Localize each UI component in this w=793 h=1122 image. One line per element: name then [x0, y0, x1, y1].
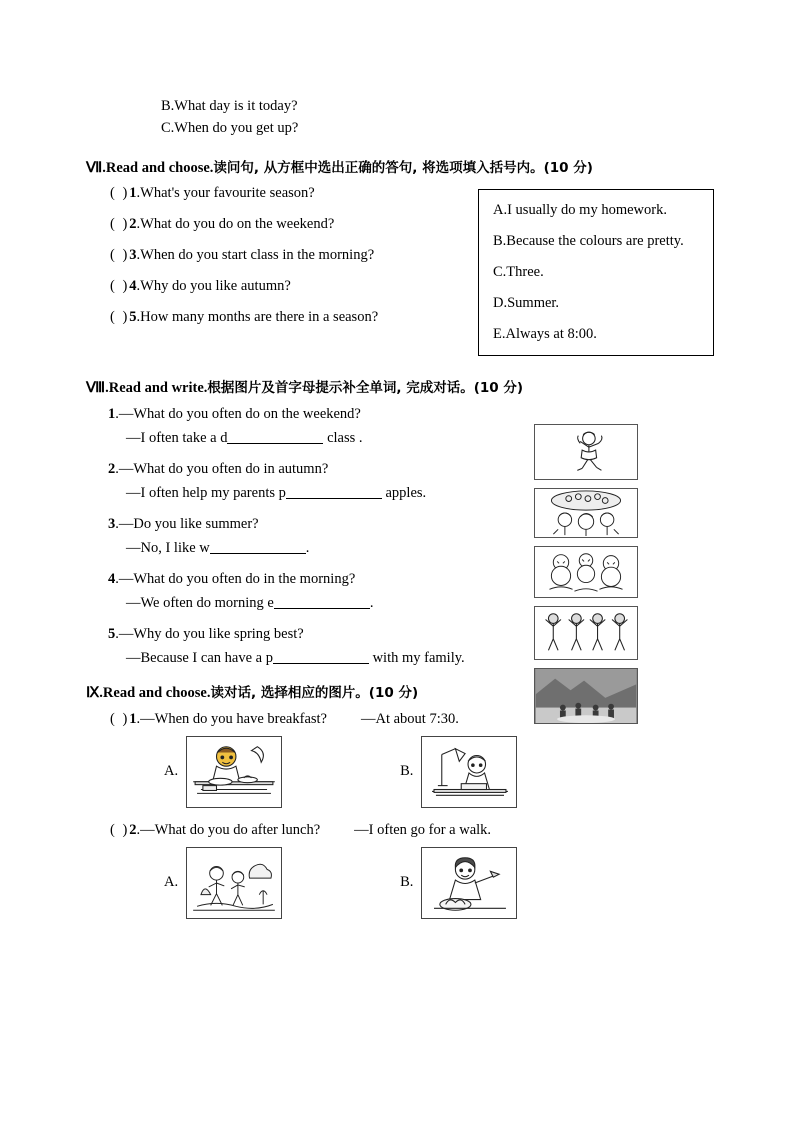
section-9-body	[86, 711, 716, 919]
page-content	[86, 96, 716, 933]
question-text: .—Do you like summer?	[115, 516, 259, 532]
answer-choice-box	[478, 189, 714, 356]
answer-blank-paren[interactable]: ( )	[110, 216, 130, 233]
list-item[interactable]	[86, 278, 456, 295]
option-label: A.	[164, 763, 179, 780]
answer-blank-paren[interactable]: ( )	[110, 185, 130, 202]
list-item[interactable]	[86, 309, 456, 326]
question-text: .—Why do you like spring best?	[115, 626, 304, 642]
fill-blank[interactable]	[286, 484, 382, 499]
item-number: 1	[108, 406, 116, 422]
fill-blank[interactable]	[273, 649, 369, 664]
picture-boy-at-desk-lamp	[421, 736, 517, 808]
children-walking-outside-icon	[187, 848, 281, 918]
option-label: A.	[164, 874, 179, 891]
picture-morning-exercises	[534, 606, 638, 660]
section-8-body	[86, 406, 716, 667]
section-9-instruction: 读对话, 选择相应的图片。(10 分)	[210, 685, 419, 701]
answer-blank-paren[interactable]: ( )	[110, 278, 130, 295]
question-text: .When do you start class in the morning?	[136, 247, 375, 264]
dancing-girl-icon	[535, 425, 637, 479]
option-a[interactable]	[164, 736, 282, 808]
answer-text: —I often go for a walk.	[354, 821, 492, 838]
picture-picking-apples	[534, 488, 638, 538]
picture-dancing-girl	[534, 424, 638, 480]
answer-suffix: .	[305, 540, 310, 556]
morning-exercises-icon	[535, 607, 637, 659]
answer-text: —At about 7:30.	[361, 710, 459, 727]
answer-prefix: —We often do morning e	[126, 595, 274, 611]
list-item[interactable]	[86, 247, 456, 264]
item-number: 5	[108, 626, 116, 642]
answer-prefix: —I often help my parents p	[126, 485, 286, 501]
fill-blank[interactable]	[210, 539, 306, 554]
boy-eating-breakfast-icon	[187, 737, 281, 807]
option-a[interactable]	[164, 847, 282, 919]
section-8-title: Ⅷ.Read and write.	[86, 380, 208, 397]
item-number: 1	[129, 710, 137, 727]
boy-at-desk-lamp-icon	[422, 737, 516, 807]
answer-option: C.Three.	[493, 264, 544, 281]
option-b[interactable]	[400, 736, 517, 808]
section-7-instruction: 读问句, 从方框中选出正确的答句, 将选项填入括号内。(10 分)	[213, 159, 593, 176]
dialogue-question	[108, 406, 716, 423]
question-text: .What do you do on the weekend?	[136, 216, 335, 233]
girl-with-cat-icon	[422, 848, 516, 918]
question-text: .—What do you do after lunch?	[136, 821, 321, 838]
section-8-picture-column	[534, 424, 638, 732]
item-number: 2	[108, 461, 116, 477]
fill-blank[interactable]	[274, 594, 370, 609]
question-text: .—What do you often do on the weekend?	[115, 406, 361, 422]
picture-picnic-photo	[534, 668, 638, 724]
section-9-title: Ⅸ.Read and choose.	[86, 685, 211, 701]
question-text: .Why do you like autumn?	[136, 278, 291, 295]
list-item	[86, 822, 716, 919]
question-number: 4	[129, 278, 137, 295]
option-row	[86, 847, 716, 919]
answer-prefix: —No, I like w	[126, 540, 210, 556]
section-7-question-list	[86, 185, 456, 326]
carryover-option-b: B.What day is it today?	[161, 98, 298, 114]
answer-blank-paren[interactable]: ( )	[110, 821, 130, 838]
question-number: 5	[129, 309, 137, 326]
picture-boy-eating-breakfast	[186, 736, 282, 808]
picking-apples-icon	[535, 489, 637, 537]
item-number: 4	[108, 571, 116, 587]
item-number: 3	[108, 516, 116, 532]
option-label: B.	[400, 763, 414, 780]
list-item[interactable]	[86, 185, 456, 202]
item-number: 2	[129, 821, 137, 838]
section-8-heading	[86, 378, 716, 400]
question-number: 1	[129, 185, 137, 202]
answer-suffix: with my family.	[372, 650, 465, 666]
question-text: .—What do you often do in the morning?	[115, 571, 356, 587]
question-number: 2	[129, 216, 137, 233]
answer-blank-paren[interactable]: ( )	[110, 247, 130, 264]
question-text: .—When do you have breakfast?	[136, 710, 327, 727]
question-text: .How many months are there in a season?	[136, 309, 379, 326]
section-7-body	[86, 185, 716, 360]
winter-scene-icon	[535, 547, 637, 597]
answer-prefix: —Because I can have a p	[126, 650, 273, 666]
answer-option: B.Because the colours are pretty.	[493, 233, 684, 250]
fill-blank[interactable]	[227, 429, 323, 444]
answer-option: E.Always at 8:00.	[493, 326, 597, 343]
section-8-instruction: 根据图片及首字母提示补全单词, 完成对话。(10 分)	[207, 380, 524, 397]
carryover-option-c: C.When do you get up?	[161, 119, 299, 136]
answer-suffix: .	[369, 595, 374, 611]
section-7-heading	[86, 158, 716, 180]
option-b[interactable]	[400, 847, 517, 919]
question-text: .What's your favourite season?	[136, 185, 315, 202]
answer-suffix: apples.	[385, 485, 427, 501]
option-label: B.	[400, 874, 414, 891]
answer-prefix: —I often take a d	[126, 430, 228, 446]
answer-suffix: class .	[327, 430, 363, 446]
picture-children-walking-outside	[186, 847, 282, 919]
answer-option: D.Summer.	[493, 295, 560, 312]
answer-option: A.I usually do my homework.	[493, 202, 667, 219]
question-number: 3	[129, 247, 137, 264]
option-row	[86, 736, 716, 808]
section-7-title: Ⅶ.Read and choose.	[86, 159, 214, 176]
question-text: .—What do you often do in autumn?	[115, 461, 329, 477]
answer-blank-paren[interactable]: ( )	[110, 309, 130, 326]
choice-question	[86, 822, 716, 839]
picture-girl-with-cat	[421, 847, 517, 919]
picnic-photo-icon	[535, 669, 637, 723]
list-item[interactable]	[86, 216, 456, 233]
answer-blank-paren[interactable]: ( )	[110, 710, 130, 727]
picture-winter-scene	[534, 546, 638, 598]
